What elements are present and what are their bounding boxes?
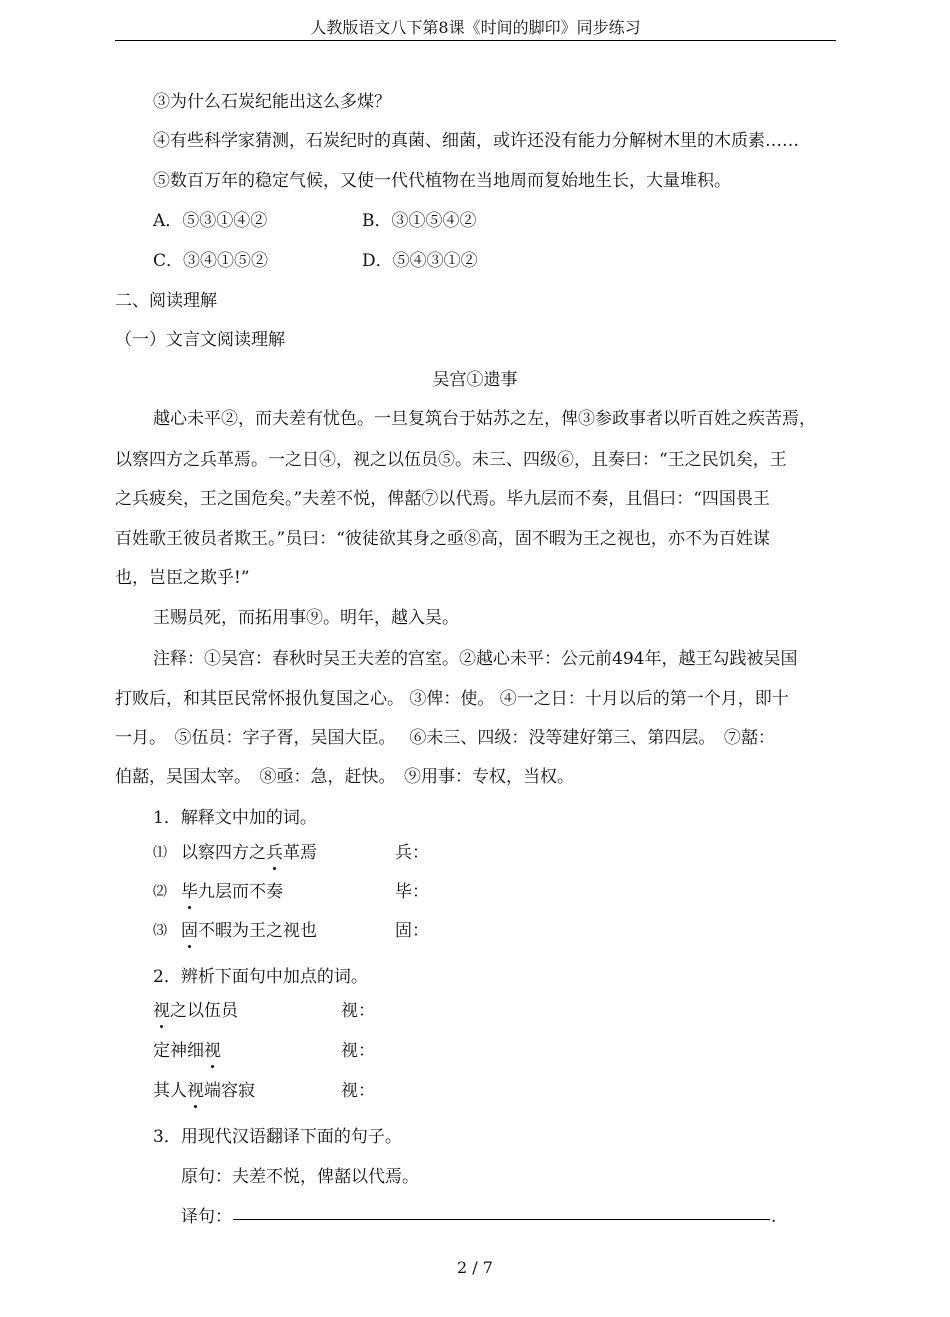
text: 其人: [153, 1081, 187, 1101]
answer-label: 兵：: [395, 843, 429, 863]
answer-label: 视：: [341, 1001, 375, 1021]
notes-line-1: 注释：①吴宫：春秋时吴王夫差的宫室。②越心未平：公元前494年，越王勾践被吴国: [153, 649, 798, 669]
notes-line-4: 伯嚭，吴国太宰。 ⑧亟：急，赶快。 ⑨用事：专权，当权。: [115, 767, 574, 787]
sentence-3: ③为什么石炭纪能出这么多煤？: [153, 92, 391, 112]
option-a: A．⑤③①④②: [153, 211, 268, 231]
q1-item-1: [181, 842, 317, 864]
option-d: D．⑤④③①②: [362, 251, 478, 271]
passage-title: 吴宫①遗事: [432, 370, 518, 390]
passage-line-5: 也，岂臣之欺乎!”: [115, 568, 250, 588]
translation-label: 译句：: [181, 1207, 232, 1227]
dotted-word: 毕: [181, 882, 198, 902]
text: 九层而不奏: [198, 882, 283, 902]
q2-item-3: [153, 1080, 255, 1102]
item-number: ⑵: [153, 884, 167, 900]
option-b: B．③①⑤④②: [362, 211, 477, 231]
dotted-word: 兵: [266, 843, 283, 863]
q1-item-3: [181, 920, 317, 942]
notes-line-3: 一月。 ⑤伍员：字子胥，吴国大臣。 ⑥未三、四级：没等建好第三、第四层。 ⑦嚭：: [115, 728, 775, 748]
dotted-word: 视: [187, 1081, 204, 1101]
page-number: 2 / 7: [457, 1258, 493, 1277]
notes-line-2: 打败后，和其臣民常怀报仇复国之心。 ③俾：使。 ④一之日：十月以后的第一个月，即十: [115, 689, 789, 709]
q2-item-1: [153, 1000, 238, 1022]
question-2: 2．辨析下面句中加点的词。: [153, 967, 368, 987]
q2-item-2: [153, 1040, 221, 1062]
section-heading: 二、阅读理解: [115, 291, 217, 311]
question-1: 1．解释文中加的词。: [153, 808, 317, 828]
text: 以察四方之: [181, 843, 266, 863]
text: 端容寂: [204, 1081, 255, 1101]
text: 不暇为王之视也: [198, 921, 317, 941]
sentence-4: ④有些科学家猜测，石炭纪时的真菌、细菌，或许还没有能力分解树木里的木质素……: [153, 131, 799, 151]
question-3: 3．用现代汉语翻译下面的句子。: [153, 1127, 402, 1147]
option-c: C．③④①⑤②: [153, 251, 269, 271]
answer-label: 视：: [341, 1081, 375, 1101]
text: 革焉: [283, 843, 317, 863]
original-sentence: 原句：夫差不悦，俾嚭以代焉。: [181, 1167, 419, 1187]
dotted-word: 固: [181, 921, 198, 941]
answer-label: 视：: [341, 1041, 375, 1061]
passage-line-3: 之兵疲矣，王之国危矣。”夫差不悦，俾嚭⑦以代焉。毕九层而不奏，且倡曰：“四国畏王: [115, 489, 770, 509]
page-header-title: 人教版语文八下第8课《时间的脚印》同步练习: [310, 18, 641, 37]
passage-line-1: 越心未平②，而夫差有忧色。一旦复筑台于姑苏之左，俾③参政事者以听百姓之疾苦焉，: [153, 409, 816, 429]
item-number: ⑴: [153, 845, 167, 861]
passage-line-6: 王赐员死，而拓用事⑨。明年，越入吴。: [153, 608, 459, 628]
answer-label: 固：: [395, 921, 429, 941]
translation-end-period: .: [771, 1207, 777, 1227]
translation-blank-line[interactable]: [233, 1219, 770, 1220]
answer-label: 毕：: [395, 882, 429, 902]
text: 之以伍员: [170, 1001, 238, 1021]
q1-item-2: [181, 881, 283, 903]
dotted-word: 视: [204, 1041, 221, 1061]
header-rule: [115, 40, 836, 41]
text: 定神细: [153, 1041, 204, 1061]
sentence-5: ⑤数百万年的稳定气候，又使一代代植物在当地周而复始地生长，大量堆积。: [153, 171, 731, 191]
dotted-word: 视: [153, 1001, 170, 1021]
item-number: ⑶: [153, 923, 167, 939]
passage-line-2: 以察四方之兵革焉。一之日④，视之以伍员⑤。未三、四级⑥，且奏曰：“王之民饥矣，王: [115, 450, 787, 470]
subsection-heading: （一）文言文阅读理解: [115, 330, 285, 350]
passage-line-4: 百姓歌王彼员者欺王。”员曰：“彼徒欲其身之亟⑧高，固不暇为王之视也，亦不为百姓谋: [115, 529, 770, 549]
